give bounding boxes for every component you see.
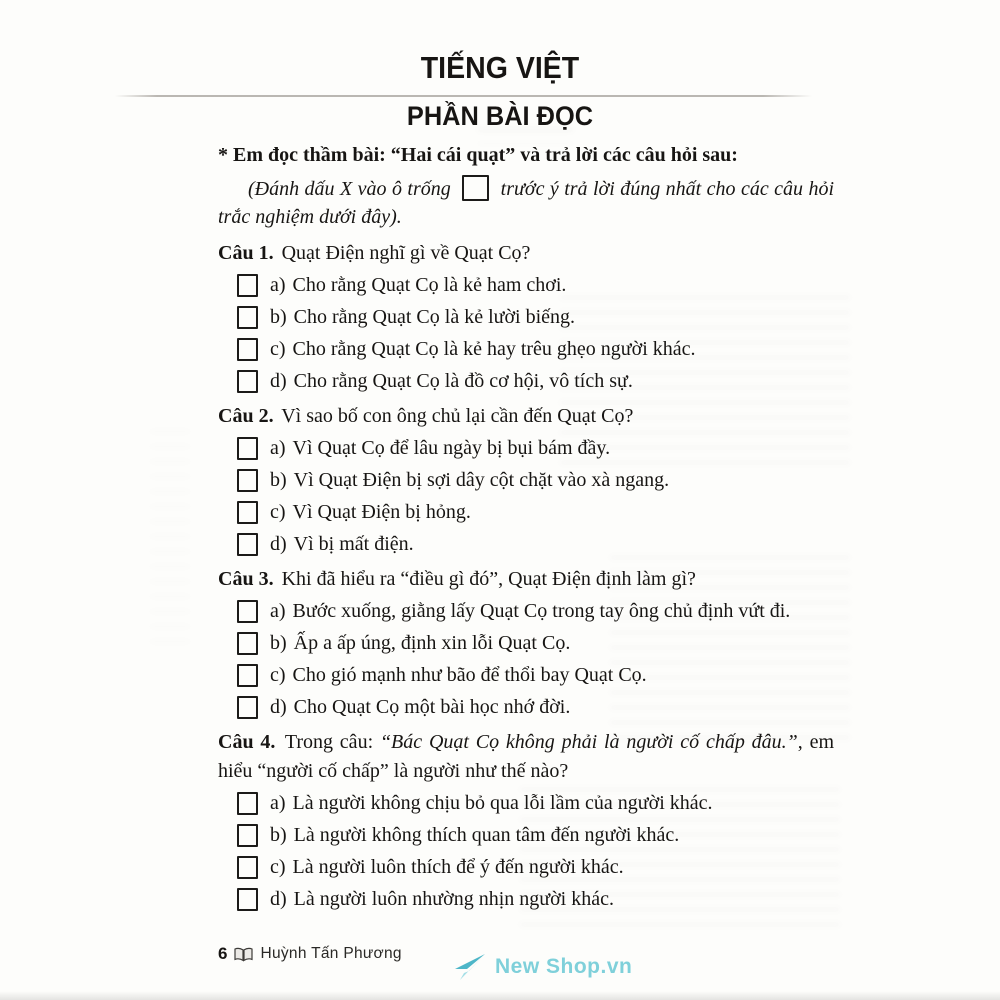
question-label: Câu 1.	[218, 242, 274, 264]
answer-checkbox[interactable]	[237, 501, 258, 524]
question-block	[218, 565, 834, 719]
option-key: c)	[270, 338, 286, 360]
title-divider-line	[115, 95, 812, 97]
answer-checkbox[interactable]	[237, 274, 258, 297]
answer-checkbox[interactable]	[237, 306, 258, 329]
footer-left	[218, 944, 402, 964]
option-key: c)	[270, 664, 286, 686]
question-block	[218, 239, 834, 393]
answer-option-row	[237, 338, 834, 361]
answer-option-row	[237, 274, 834, 297]
option-text: Vì bị mất điện.	[293, 533, 414, 555]
question-text: Quạt Điện nghĩ gì về Quạt Cọ?	[281, 242, 531, 264]
instruction-note	[218, 175, 834, 231]
page-number: 6	[218, 944, 228, 963]
question-label: Câu 3.	[218, 568, 274, 590]
option-text: Là người không chịu bỏ qua lỗi lầm của người khác.	[292, 792, 713, 814]
question-heading	[218, 565, 834, 594]
question-text: Trong câu:	[284, 731, 380, 753]
answer-option-row	[237, 306, 834, 329]
answer-option-row	[237, 792, 834, 815]
answer-option-row	[237, 469, 834, 492]
question-text-suffix: , em hiểu “người cố chấp” là người như thế nào?	[218, 731, 835, 782]
answer-checkbox[interactable]	[237, 696, 258, 719]
option-key: c)	[270, 501, 286, 523]
answer-option-row	[237, 533, 834, 556]
book-icon	[234, 947, 253, 962]
option-text: Vì Quạt Cọ để lâu ngày bị bụi bám đầy.	[292, 437, 611, 459]
option-text: Cho rằng Quạt Cọ là đồ cơ hội, vô tích sự.	[293, 370, 633, 392]
option-list	[218, 600, 834, 719]
option-key: c)	[270, 856, 286, 878]
reading-section	[218, 142, 834, 920]
answer-checkbox[interactable]	[237, 533, 258, 556]
question-label: Câu 2.	[218, 405, 274, 427]
option-key: b)	[270, 824, 287, 846]
question-block	[218, 402, 834, 556]
option-key: b)	[270, 469, 287, 491]
option-text: Cho rằng Quạt Cọ là kẻ lười biếng.	[293, 306, 576, 328]
option-list	[218, 792, 834, 911]
scan-bleed-artifact	[150, 430, 190, 650]
option-text: Vì Quạt Điện bị sợi dây cột chặt vào xà ngang.	[293, 469, 670, 491]
section-subtitle: PHẦN BÀI ĐỌC	[406, 101, 594, 131]
option-key: d)	[270, 370, 287, 392]
answer-checkbox[interactable]	[237, 600, 258, 623]
option-key: d)	[270, 888, 287, 910]
option-text: Là người không thích quan tâm đến người khác.	[293, 824, 680, 846]
option-list	[218, 274, 834, 393]
answer-option-row	[237, 824, 834, 847]
answer-checkbox[interactable]	[237, 370, 258, 393]
question-heading	[218, 239, 834, 268]
questions	[218, 239, 834, 911]
option-key: b)	[270, 632, 287, 654]
answer-checkbox[interactable]	[237, 437, 258, 460]
answer-checkbox[interactable]	[237, 664, 258, 687]
option-text: Cho rằng Quạt Cọ là kẻ ham chơi.	[292, 274, 567, 296]
option-key: a)	[270, 792, 286, 814]
option-list	[218, 437, 834, 556]
page-title: TIẾNG VIỆT	[420, 50, 580, 85]
page-bottom-shadow	[0, 991, 1000, 1000]
answer-option-row	[237, 632, 834, 655]
option-key: a)	[270, 274, 286, 296]
answer-checkbox[interactable]	[237, 792, 258, 815]
answer-checkbox[interactable]	[237, 824, 258, 847]
option-text: Là người luôn nhường nhịn người khác.	[293, 888, 614, 910]
question-text: Khi đã hiểu ra “điều gì đó”, Quạt Điện định làm gì?	[281, 568, 696, 590]
question-heading	[218, 728, 834, 786]
option-text: Cho rằng Quạt Cọ là kẻ hay trêu ghẹo người khác.	[292, 338, 696, 360]
question-label: Câu 4.	[218, 731, 276, 753]
reading-instruction: * Em đọc thầm bài: “Hai cái quạt” và trả lời các câu hỏi sau:	[218, 144, 738, 166]
answer-option-row	[237, 856, 834, 879]
option-text: Ấp a ấp úng, định xin lỗi Quạt Cọ.	[293, 632, 571, 654]
question-heading	[218, 402, 834, 431]
answer-option-row	[237, 664, 834, 687]
answer-option-row	[237, 501, 834, 524]
author-name: Huỳnh Tấn Phương	[260, 945, 402, 962]
newshop-logo-icon	[452, 952, 488, 982]
question-text: Vì sao bố con ông chủ lại cần đến Quạt Cọ?	[281, 405, 634, 427]
answer-checkbox[interactable]	[237, 632, 258, 655]
answer-option-row	[237, 437, 834, 460]
option-text: Vì Quạt Điện bị hỏng.	[292, 501, 471, 523]
option-key: d)	[270, 696, 287, 718]
example-checkbox	[462, 175, 489, 201]
option-text: Cho gió mạnh như bão để thổi bay Quạt Cọ.	[292, 664, 647, 686]
option-text: Là người luôn thích để ý đến người khác.	[292, 856, 624, 878]
option-text: Bước xuống, giằng lấy Quạt Cọ trong tay ông chủ định vứt đi.	[292, 600, 791, 622]
option-key: a)	[270, 437, 286, 459]
watermark-text: New Shop.vn	[495, 955, 633, 978]
newshop-watermark	[452, 952, 632, 982]
instruction-note-part1: (Đánh dấu X vào ô trống	[248, 178, 451, 200]
answer-option-row	[237, 600, 834, 623]
option-key: b)	[270, 306, 287, 328]
answer-checkbox[interactable]	[237, 888, 258, 911]
option-key: d)	[270, 533, 287, 555]
answer-option-row	[237, 888, 834, 911]
answer-checkbox[interactable]	[237, 469, 258, 492]
option-text: Cho Quạt Cọ một bài học nhớ đời.	[293, 696, 571, 718]
answer-checkbox[interactable]	[237, 856, 258, 879]
option-key: a)	[270, 600, 286, 622]
instruction-note-part2: trước ý trả lời đúng nhất cho các câu hỏi trắc nghiệm dưới đây).	[218, 178, 835, 228]
question-quote-italic: “Bác Quạt Cọ không phải là người cố chấp đâu.”	[379, 731, 798, 753]
answer-option-row	[237, 696, 834, 719]
answer-option-row	[237, 370, 834, 393]
answer-checkbox[interactable]	[237, 338, 258, 361]
question-block	[218, 728, 834, 911]
